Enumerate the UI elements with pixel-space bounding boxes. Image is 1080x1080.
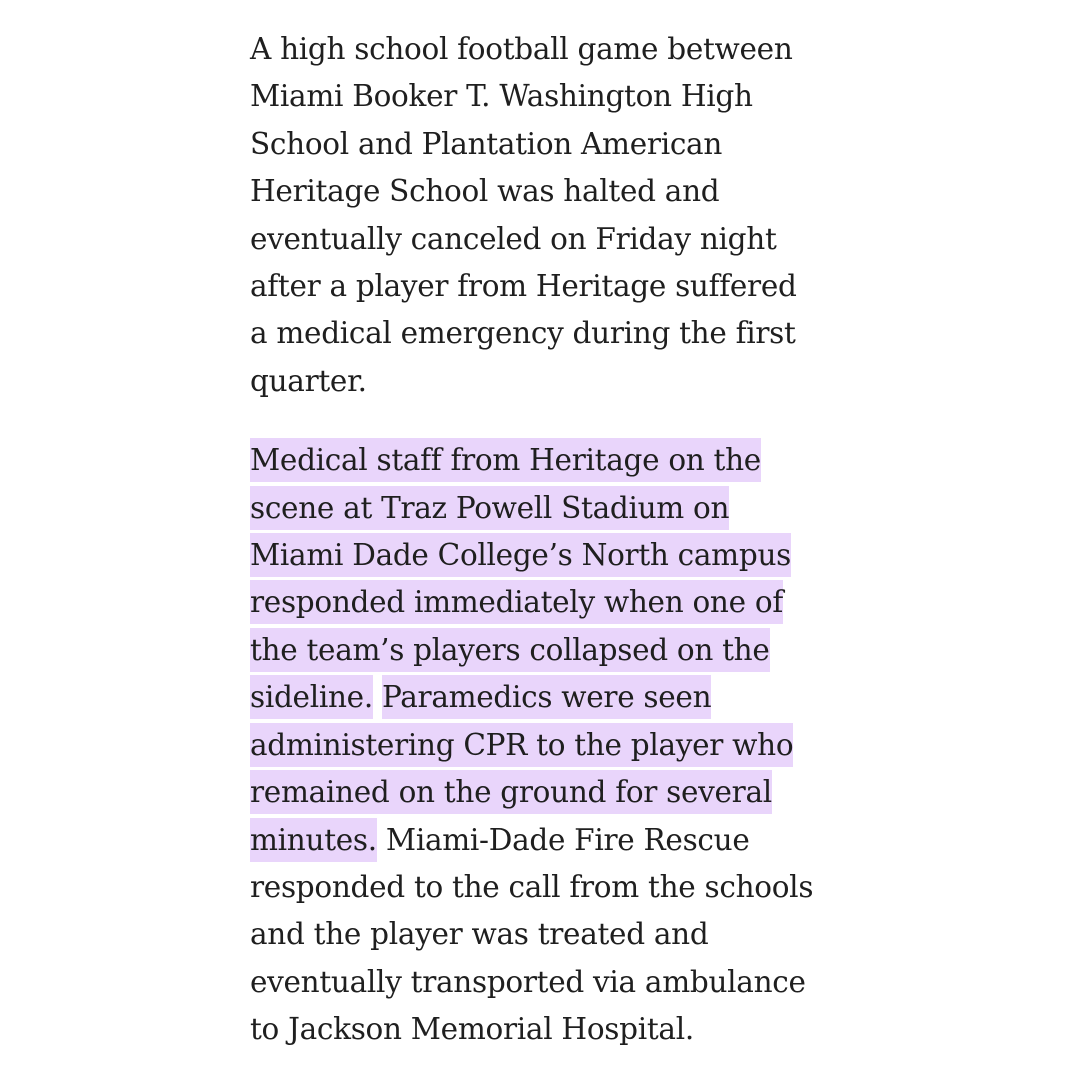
text-line: eventually canceled on Friday night	[250, 221, 777, 256]
text-highlight[interactable]: Miami Dade College’s North campus	[250, 533, 791, 577]
text-highlight[interactable]: Medical staff from Heritage on the	[250, 438, 761, 482]
text-line: responded to the call from the schools	[250, 869, 814, 904]
text-plain: Miami-Dade Fire Rescue	[376, 822, 750, 857]
text-line: Heritage School was halted and	[250, 174, 720, 209]
text-line: eventually transported via ambulance	[250, 964, 806, 999]
text-line	[250, 674, 850, 721]
text-line	[250, 579, 850, 626]
text-line	[250, 532, 850, 579]
article-body	[250, 26, 850, 1054]
text-highlight[interactable]: administering CPR to the player who	[250, 723, 793, 767]
text-highlight[interactable]: remained on the ground for several	[250, 770, 772, 814]
text-line	[250, 817, 850, 864]
text-line	[250, 485, 850, 532]
text-line: to Jackson Memorial Hospital.	[250, 1012, 694, 1047]
text-line: School and Plantation American	[250, 126, 723, 161]
text-highlight[interactable]: Paramedics were seen	[382, 675, 711, 719]
text-highlight[interactable]: minutes.	[250, 818, 377, 862]
paragraph-highlighted	[250, 437, 850, 1053]
text-line: A high school football game between	[250, 32, 793, 66]
text-highlight[interactable]: responded immediately when one of	[250, 580, 783, 624]
text-line: Miami Booker T. Washington High	[250, 79, 753, 114]
text-line: quarter.	[250, 363, 367, 398]
text-line: and the player was treated and	[250, 917, 709, 952]
text-highlight[interactable]: sideline.	[250, 675, 373, 719]
paragraph-intro	[250, 26, 850, 405]
text-line	[250, 722, 850, 769]
text-line	[250, 437, 850, 484]
text-line: a medical emergency during the first	[250, 316, 796, 351]
text-highlight[interactable]: the team’s players collapsed on the	[250, 628, 770, 672]
text-line: after a player from Heritage suffered	[250, 269, 797, 304]
text-line	[250, 769, 850, 816]
text-highlight[interactable]: scene at Traz Powell Stadium on	[250, 486, 729, 530]
text-gap	[373, 680, 382, 714]
text-line	[250, 627, 850, 674]
